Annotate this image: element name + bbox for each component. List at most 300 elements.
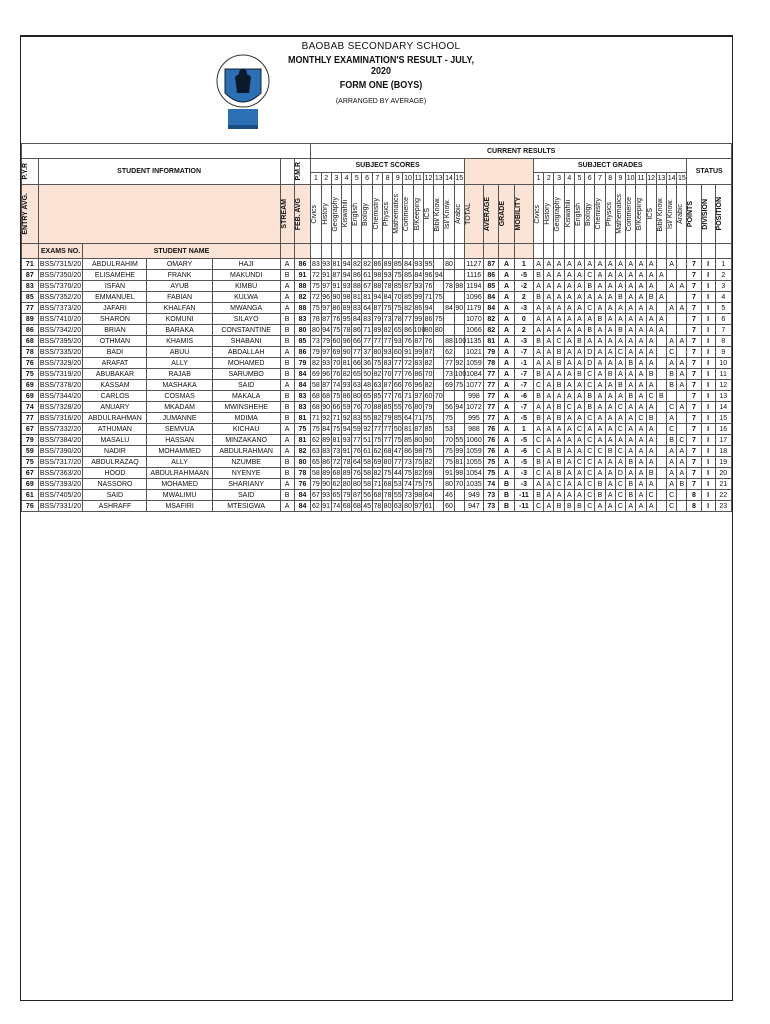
subject-grade: C: [533, 435, 543, 446]
current-results-header: CURRENT RESULTS: [311, 144, 732, 159]
subject-grade: B: [646, 468, 656, 479]
grade-subject-number: 3: [554, 173, 564, 185]
average: 77: [484, 402, 499, 413]
subject-grade: A: [626, 303, 636, 314]
total: 1066: [466, 326, 482, 334]
subject-score: 77: [383, 337, 392, 345]
entry-avg: 75: [22, 369, 39, 380]
subject-grade: B: [626, 490, 636, 501]
subject-grade: D: [585, 358, 595, 369]
subject-score: 88: [373, 403, 382, 411]
grade-subject-9-text: Mathematics: [615, 194, 623, 234]
points: 7: [687, 468, 701, 479]
subject-score: 87: [414, 337, 423, 345]
subject-score: 75: [332, 326, 341, 334]
entry-avg: 75: [22, 457, 39, 468]
last-name: SHARIANY: [212, 479, 280, 490]
grade-subject-10: [626, 185, 636, 244]
subject-grade: A: [595, 358, 605, 369]
subject-grade: A: [636, 281, 646, 292]
last-name: MWANGA: [212, 303, 280, 314]
entry-avg: 76: [22, 501, 39, 512]
subject-grade: [667, 270, 677, 281]
subject-grade: A: [626, 402, 636, 413]
subject-score: 75: [434, 315, 443, 323]
student-row: [22, 303, 732, 314]
subject-grade: B: [595, 490, 605, 501]
subject-grade: A: [544, 303, 554, 314]
grade: A: [499, 259, 514, 270]
subject-grade: A: [646, 446, 656, 457]
subject-grade: A: [677, 380, 687, 391]
subject-score: 97: [414, 392, 423, 400]
subject-grade: A: [626, 435, 636, 446]
subject-score: 77: [352, 348, 361, 356]
subject-grade: C: [646, 490, 656, 501]
subject-score: 63: [373, 381, 382, 389]
label-blank: [646, 244, 656, 259]
subject-grade: A: [605, 358, 615, 369]
subject-score: 71: [363, 326, 371, 334]
student-info-header: STUDENT INFORMATION: [38, 159, 280, 185]
label-blank: [514, 244, 533, 259]
subject-grade: A: [636, 446, 646, 457]
subject-grade: A: [564, 292, 574, 303]
score-subject-9-text: Mathematics: [393, 194, 401, 234]
subject-grade: A: [605, 413, 615, 424]
subject-grade: B: [585, 325, 595, 336]
grade: A: [499, 292, 514, 303]
stream: A: [280, 281, 294, 292]
score-subject-12: [423, 185, 433, 244]
average: 76: [484, 435, 499, 446]
score-subject-7-text: Chemistry: [372, 198, 380, 230]
subject-score: 92: [342, 414, 351, 422]
student-row: [22, 468, 732, 479]
total: 1179: [464, 303, 483, 314]
subject-score: 80: [373, 348, 382, 356]
subject-grade: A: [544, 325, 554, 336]
entry-avg: 79: [22, 435, 39, 446]
entry-avg: 68: [22, 336, 39, 347]
subject-score: 86: [352, 326, 361, 334]
subject-score: 97: [322, 282, 331, 290]
position: 15: [715, 413, 731, 424]
stream: A: [280, 501, 294, 512]
subject-grade: A: [595, 336, 605, 347]
subject-grade: A: [605, 402, 615, 413]
position: 4: [715, 292, 731, 303]
subject-score: 84: [445, 304, 453, 312]
stream: B: [280, 457, 294, 468]
subject-score: 93: [322, 260, 331, 268]
points: 7: [687, 369, 701, 380]
subject-grade: C: [585, 435, 595, 446]
subject-score: 66: [393, 381, 402, 389]
subject-grade: A: [605, 391, 615, 402]
subject-grade: A: [595, 501, 605, 512]
subject-grade: A: [564, 336, 574, 347]
feb-avg: 84: [294, 490, 311, 501]
first-name: SHARON: [83, 314, 147, 325]
subject-score: 99: [414, 293, 423, 301]
subject-grade: B: [667, 435, 677, 446]
subject-grade: A: [605, 314, 615, 325]
subject-score: 82: [424, 359, 433, 367]
subject-score: 84: [352, 315, 361, 323]
subject-grade: A: [636, 490, 646, 501]
label-blank: [454, 244, 464, 259]
subject-grade: A: [544, 391, 554, 402]
points: 7: [687, 325, 701, 336]
subject-score: 79: [383, 414, 392, 422]
last-name: CONSTANTINE: [212, 325, 280, 336]
position: 11: [715, 369, 731, 380]
score-subject-number: 14: [444, 173, 454, 185]
subject-score: 100: [413, 326, 426, 334]
score-subject-5-text: English: [352, 202, 360, 226]
subject-score: 71: [373, 480, 382, 488]
subject-grade: A: [595, 402, 605, 413]
subject-score: 97: [414, 502, 423, 510]
grade-subject-1: [533, 185, 543, 244]
subject-grade: C: [585, 380, 595, 391]
student-row: [22, 391, 732, 402]
subject-grade: A: [626, 259, 636, 270]
subject-score: 75: [414, 458, 423, 466]
subject-score: 79: [322, 337, 331, 345]
middle-name: COSMAS: [147, 391, 212, 402]
subject-score: 91: [332, 282, 341, 290]
position: 13: [715, 391, 731, 402]
subject-score: 86: [373, 260, 382, 268]
grade: A: [499, 358, 514, 369]
student-row: [22, 501, 732, 512]
subject-score: 82: [363, 260, 371, 268]
subject-score: 68: [332, 469, 341, 477]
subject-grade: B: [615, 325, 625, 336]
points: 7: [687, 446, 701, 457]
subject-grade: A: [544, 336, 554, 347]
subject-score: [444, 325, 454, 336]
subject-grade: A: [636, 325, 646, 336]
subject-grade: A: [574, 358, 584, 369]
division: I: [701, 380, 715, 391]
score-subject-number: 10: [403, 173, 413, 185]
feb-avg: 83: [294, 391, 311, 402]
entry-avg: 77: [22, 303, 39, 314]
last-name: HAJI: [212, 259, 280, 270]
points: 7: [687, 358, 701, 369]
subject-score: 70: [424, 370, 433, 378]
subject-grade: A: [564, 435, 574, 446]
subject-grade: A: [667, 413, 677, 424]
subject-grade: B: [605, 369, 615, 380]
subject-grade: A: [667, 446, 677, 457]
middle-name: OMARY: [147, 259, 212, 270]
subject-score: 85: [393, 282, 402, 290]
subject-grade: A: [667, 479, 677, 490]
subject-score: [434, 281, 444, 292]
mobility: -7: [514, 380, 533, 391]
subject-grade: B: [533, 490, 543, 501]
subject-score: 90: [455, 304, 464, 312]
subject-score: 81: [455, 458, 464, 466]
grade-subject-14-text: Isl/ Know.: [667, 199, 674, 229]
label-blank: [677, 244, 687, 259]
subject-grade: B: [574, 501, 584, 512]
score-subject-1: [311, 185, 321, 244]
subject-grade: A: [585, 424, 595, 435]
subject-score: 75: [455, 381, 464, 389]
arranged-note: (ARRANGED BY AVERAGE): [335, 98, 427, 105]
subject-score: [454, 501, 464, 512]
division: I: [701, 270, 715, 281]
subject-grade: A: [595, 281, 605, 292]
info-blank: [38, 185, 280, 244]
subject-grade: A: [626, 292, 636, 303]
average: 85: [484, 281, 499, 292]
student-row: [22, 292, 732, 303]
subject-score: 64: [363, 304, 371, 312]
subject-grade: [656, 457, 666, 468]
subject-score: 77: [383, 392, 392, 400]
subject-score: 44: [393, 469, 402, 477]
total: 1077: [466, 381, 482, 389]
subject-grade: B: [554, 358, 564, 369]
subject-score: 89: [383, 260, 392, 268]
entry-avg: 83: [22, 281, 39, 292]
subject-score: 76: [332, 370, 341, 378]
student-row: [22, 402, 732, 413]
subject-grade: [667, 391, 677, 402]
points: 7: [687, 391, 701, 402]
subject-score: 58: [312, 381, 320, 389]
subject-score: 83: [363, 315, 371, 323]
position: 7: [715, 325, 731, 336]
student-row: [22, 270, 732, 281]
subject-grade: C: [646, 391, 656, 402]
first-name: ARAFAT: [83, 358, 147, 369]
subject-grade: B: [574, 336, 584, 347]
feb-avg: 84: [294, 380, 311, 391]
position: 18: [715, 446, 731, 457]
subject-grade: A: [585, 292, 595, 303]
points: 7: [687, 314, 701, 325]
grade-subject-7: [595, 185, 605, 244]
subject-grade: A: [667, 303, 677, 314]
average: 76: [484, 446, 499, 457]
middle-name: FRANK: [147, 270, 212, 281]
feb-avg: 83: [294, 314, 311, 325]
subject-grade: A: [595, 369, 605, 380]
average: 77: [484, 391, 499, 402]
subject-score: [434, 468, 444, 479]
subject-score: 87: [383, 381, 392, 389]
subject-grade: A: [574, 479, 584, 490]
feb-avg: 86: [294, 259, 311, 270]
middle-name: MSAFIRI: [147, 501, 212, 512]
total: 1055: [466, 458, 482, 466]
subject-score: 86: [404, 447, 412, 455]
entry-avg: 69: [22, 479, 39, 490]
subject-grade: A: [544, 468, 554, 479]
subject-score: 77: [373, 337, 382, 345]
subject-score: 87: [352, 491, 361, 499]
middle-name: KHALFAN: [147, 303, 212, 314]
subject-score: 81: [404, 425, 412, 433]
label-blank: [595, 244, 605, 259]
subject-grade: A: [677, 457, 687, 468]
subject-score: 76: [393, 392, 402, 400]
subject-grade: A: [544, 369, 554, 380]
position: 10: [715, 358, 731, 369]
subject-grade: A: [677, 336, 687, 347]
subject-score: 76: [332, 315, 341, 323]
subject-grade: A: [636, 501, 646, 512]
subject-grade: A: [605, 336, 615, 347]
label-blank: [554, 244, 564, 259]
subject-grade: A: [646, 347, 656, 358]
subject-grade: B: [615, 380, 625, 391]
student-row: [22, 325, 732, 336]
subject-grade: A: [554, 292, 564, 303]
label-blank: [585, 244, 595, 259]
points: 8: [687, 490, 701, 501]
label-blank: [533, 244, 543, 259]
last-name: SHABANI: [212, 336, 280, 347]
subject-grade: A: [595, 292, 605, 303]
subject-score: [454, 314, 464, 325]
mobility: -7: [514, 369, 533, 380]
subject-grade: A: [544, 402, 554, 413]
average: 77: [484, 369, 499, 380]
mobility: 2: [514, 325, 533, 336]
subject-grade: B: [554, 380, 564, 391]
exams-no-header: EXAMS NO.: [38, 244, 83, 259]
grade-subject-8-text: Physics: [605, 201, 613, 227]
first-name: SAID: [83, 490, 147, 501]
feb-avg: 85: [294, 336, 311, 347]
subject-score: 72: [332, 458, 341, 466]
subject-score: 85: [383, 403, 392, 411]
subject-grade: B: [554, 413, 564, 424]
subject-score: 77: [404, 315, 412, 323]
stream: B: [280, 314, 294, 325]
subject-grade: A: [646, 314, 656, 325]
exam-number: BSS/7370/20: [39, 282, 82, 290]
subject-grade: B: [533, 336, 543, 347]
points: 7: [687, 380, 701, 391]
average: 82: [484, 325, 499, 336]
label-blank: [564, 244, 574, 259]
subject-grade: A: [626, 369, 636, 380]
subject-grade: C: [677, 435, 687, 446]
subject-grade: A: [646, 380, 656, 391]
subject-score: [434, 435, 444, 446]
subject-score: 71: [414, 414, 423, 422]
stream: A: [280, 424, 294, 435]
subject-score: 81: [332, 260, 341, 268]
subject-score: 75: [434, 293, 443, 301]
average: 73: [484, 501, 499, 512]
subject-score: 65: [312, 458, 320, 466]
subject-score: 90: [342, 348, 351, 356]
subject-grade: A: [595, 380, 605, 391]
score-subject-number: 8: [382, 173, 392, 185]
position: 19: [715, 457, 731, 468]
subject-score: 62: [312, 436, 320, 444]
subject-grade: [656, 347, 666, 358]
entry-avg: 87: [22, 270, 39, 281]
subject-grade: A: [544, 380, 554, 391]
subject-score: 75: [373, 359, 382, 367]
subject-grade: [677, 325, 687, 336]
subject-grade: C: [667, 347, 677, 358]
subject-grade: A: [615, 457, 625, 468]
score-subject-2: [321, 185, 331, 244]
middle-name: FABIAN: [147, 292, 212, 303]
subject-score: [434, 347, 444, 358]
subject-score: 68: [383, 447, 392, 455]
label-blank: [701, 244, 715, 259]
subject-grade: B: [615, 292, 625, 303]
subject-score: 64: [424, 491, 433, 499]
subject-grade: A: [677, 303, 687, 314]
subject-grade: A: [544, 292, 554, 303]
entry-avg: 74: [22, 402, 39, 413]
grade: A: [499, 281, 514, 292]
subject-score: 87: [332, 271, 341, 279]
position: 16: [715, 424, 731, 435]
total: 1135: [464, 336, 483, 347]
subject-grade: A: [544, 490, 554, 501]
subject-score: 89: [322, 436, 331, 444]
report-header: [21, 37, 732, 147]
subject-score: [434, 490, 444, 501]
subject-score: [454, 424, 464, 435]
subject-score: 77: [352, 436, 361, 444]
label-blank: [382, 244, 392, 259]
division: I: [701, 501, 715, 512]
subject-grade: A: [646, 501, 656, 512]
points: 7: [687, 413, 701, 424]
grade-subject-number: 13: [656, 173, 666, 185]
score-subject-6: [362, 185, 372, 244]
subject-score: 69: [373, 458, 382, 466]
student-row: [22, 424, 732, 435]
grade: B: [499, 479, 514, 490]
subject-score: 70: [393, 293, 402, 301]
position: 6: [715, 314, 731, 325]
label-blank: [656, 244, 666, 259]
subject-score: 75: [404, 469, 412, 477]
score-subject-number: 9: [393, 173, 403, 185]
subject-score: 79: [312, 348, 320, 356]
subject-score: 55: [455, 436, 464, 444]
subject-grade: A: [554, 435, 564, 446]
subject-score: 94: [373, 293, 382, 301]
subject-grade: [667, 325, 677, 336]
subject-score: 73: [445, 370, 453, 378]
subject-score: 60: [424, 392, 433, 400]
label-blank: [413, 244, 423, 259]
points-header: [687, 185, 701, 244]
subject-score: 75: [445, 414, 453, 422]
subject-score: 97: [322, 348, 331, 356]
division: I: [701, 446, 715, 457]
score-subject-number: 12: [423, 173, 433, 185]
